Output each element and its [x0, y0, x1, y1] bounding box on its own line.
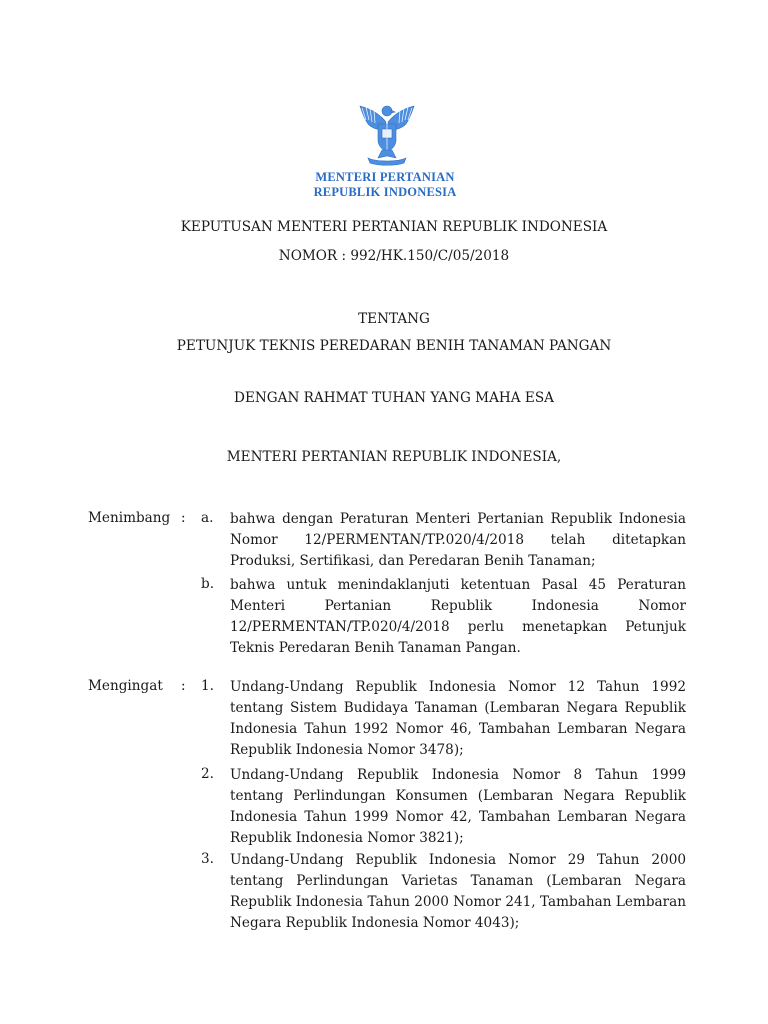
invocation: DENGAN RAHMAT TUHAN YANG MAHA ESA [234, 390, 554, 406]
authority-line: MENTERI PERTANIAN REPUBLIK INDONESIA, [226, 449, 562, 465]
decree-subject: PETUNJUK TEKNIS PEREDARAN BENIH TANAMAN PANGAN [176, 338, 612, 354]
item-text: Undang-Undang Republik Indonesia Nomor 29 Tahun 2000 tentang Perlindungan Varietas Tanaman (Lembaran Negara Republik Indonesia Tahun 2000 Nomor 241, Tambahan Lembaran Negara Republik Indonesia Nomor 4043); [230, 852, 686, 931]
item-marker: 3. [201, 851, 214, 867]
item-marker: a. [201, 510, 214, 526]
decree-title: KEPUTUSAN MENTERI PERTANIAN REPUBLIK INDONESIA [180, 219, 608, 235]
section-label: Mengingat [88, 678, 163, 694]
item-marker: 1. [201, 678, 214, 694]
item-text: bahwa untuk menindaklanjuti ketentuan Pasal 45 Peraturan Menteri Pertanian Republik Indonesia Nomor 12/PERMENTAN/TP.020/4/2018 perlu menetapkan Petunjuk Teknis Peredaran Benih Tanaman Pangan. [230, 577, 686, 656]
about-heading: TENTANG [358, 311, 430, 327]
section-label: Menimbang [88, 510, 171, 526]
decree-number: NOMOR : 992/HK.150/C/05/2018 [278, 248, 510, 264]
item-text: Undang-Undang Republik Indonesia Nomor 8 Tahun 1999 tentang Perlindungan Konsumen (Lembaran Negara Republik Indonesia Tahun 1999 Nomor 42, Tambahan Lembaran Negara Republik Indonesia Nomor 3821); [230, 767, 686, 846]
item-marker: b. [201, 576, 215, 592]
ministry-name-line2: REPUBLIK INDONESIA [313, 185, 457, 199]
ministry-name-line1: MENTERI PERTANIAN [315, 170, 455, 184]
garuda-emblem-icon [356, 100, 418, 166]
section-colon: : [181, 510, 186, 526]
item-text: Undang-Undang Republik Indonesia Nomor 12 Tahun 1992 tentang Sistem Budidaya Tanaman (Lembaran Negara Republik Indonesia Tahun 1992 Nomor 46, Tambahan Lembaran Negara Republik Indonesia Nomor 3478); [230, 679, 686, 758]
section-colon: : [181, 678, 186, 694]
item-marker: 2. [201, 766, 214, 782]
item-text: bahwa dengan Peraturan Menteri Pertanian Republik Indonesia Nomor 12/PERMENTAN/TP.020/4/2018 telah ditetapkan Produksi, Sertifikasi, dan Peredaran Benih Tanaman; [230, 511, 686, 569]
